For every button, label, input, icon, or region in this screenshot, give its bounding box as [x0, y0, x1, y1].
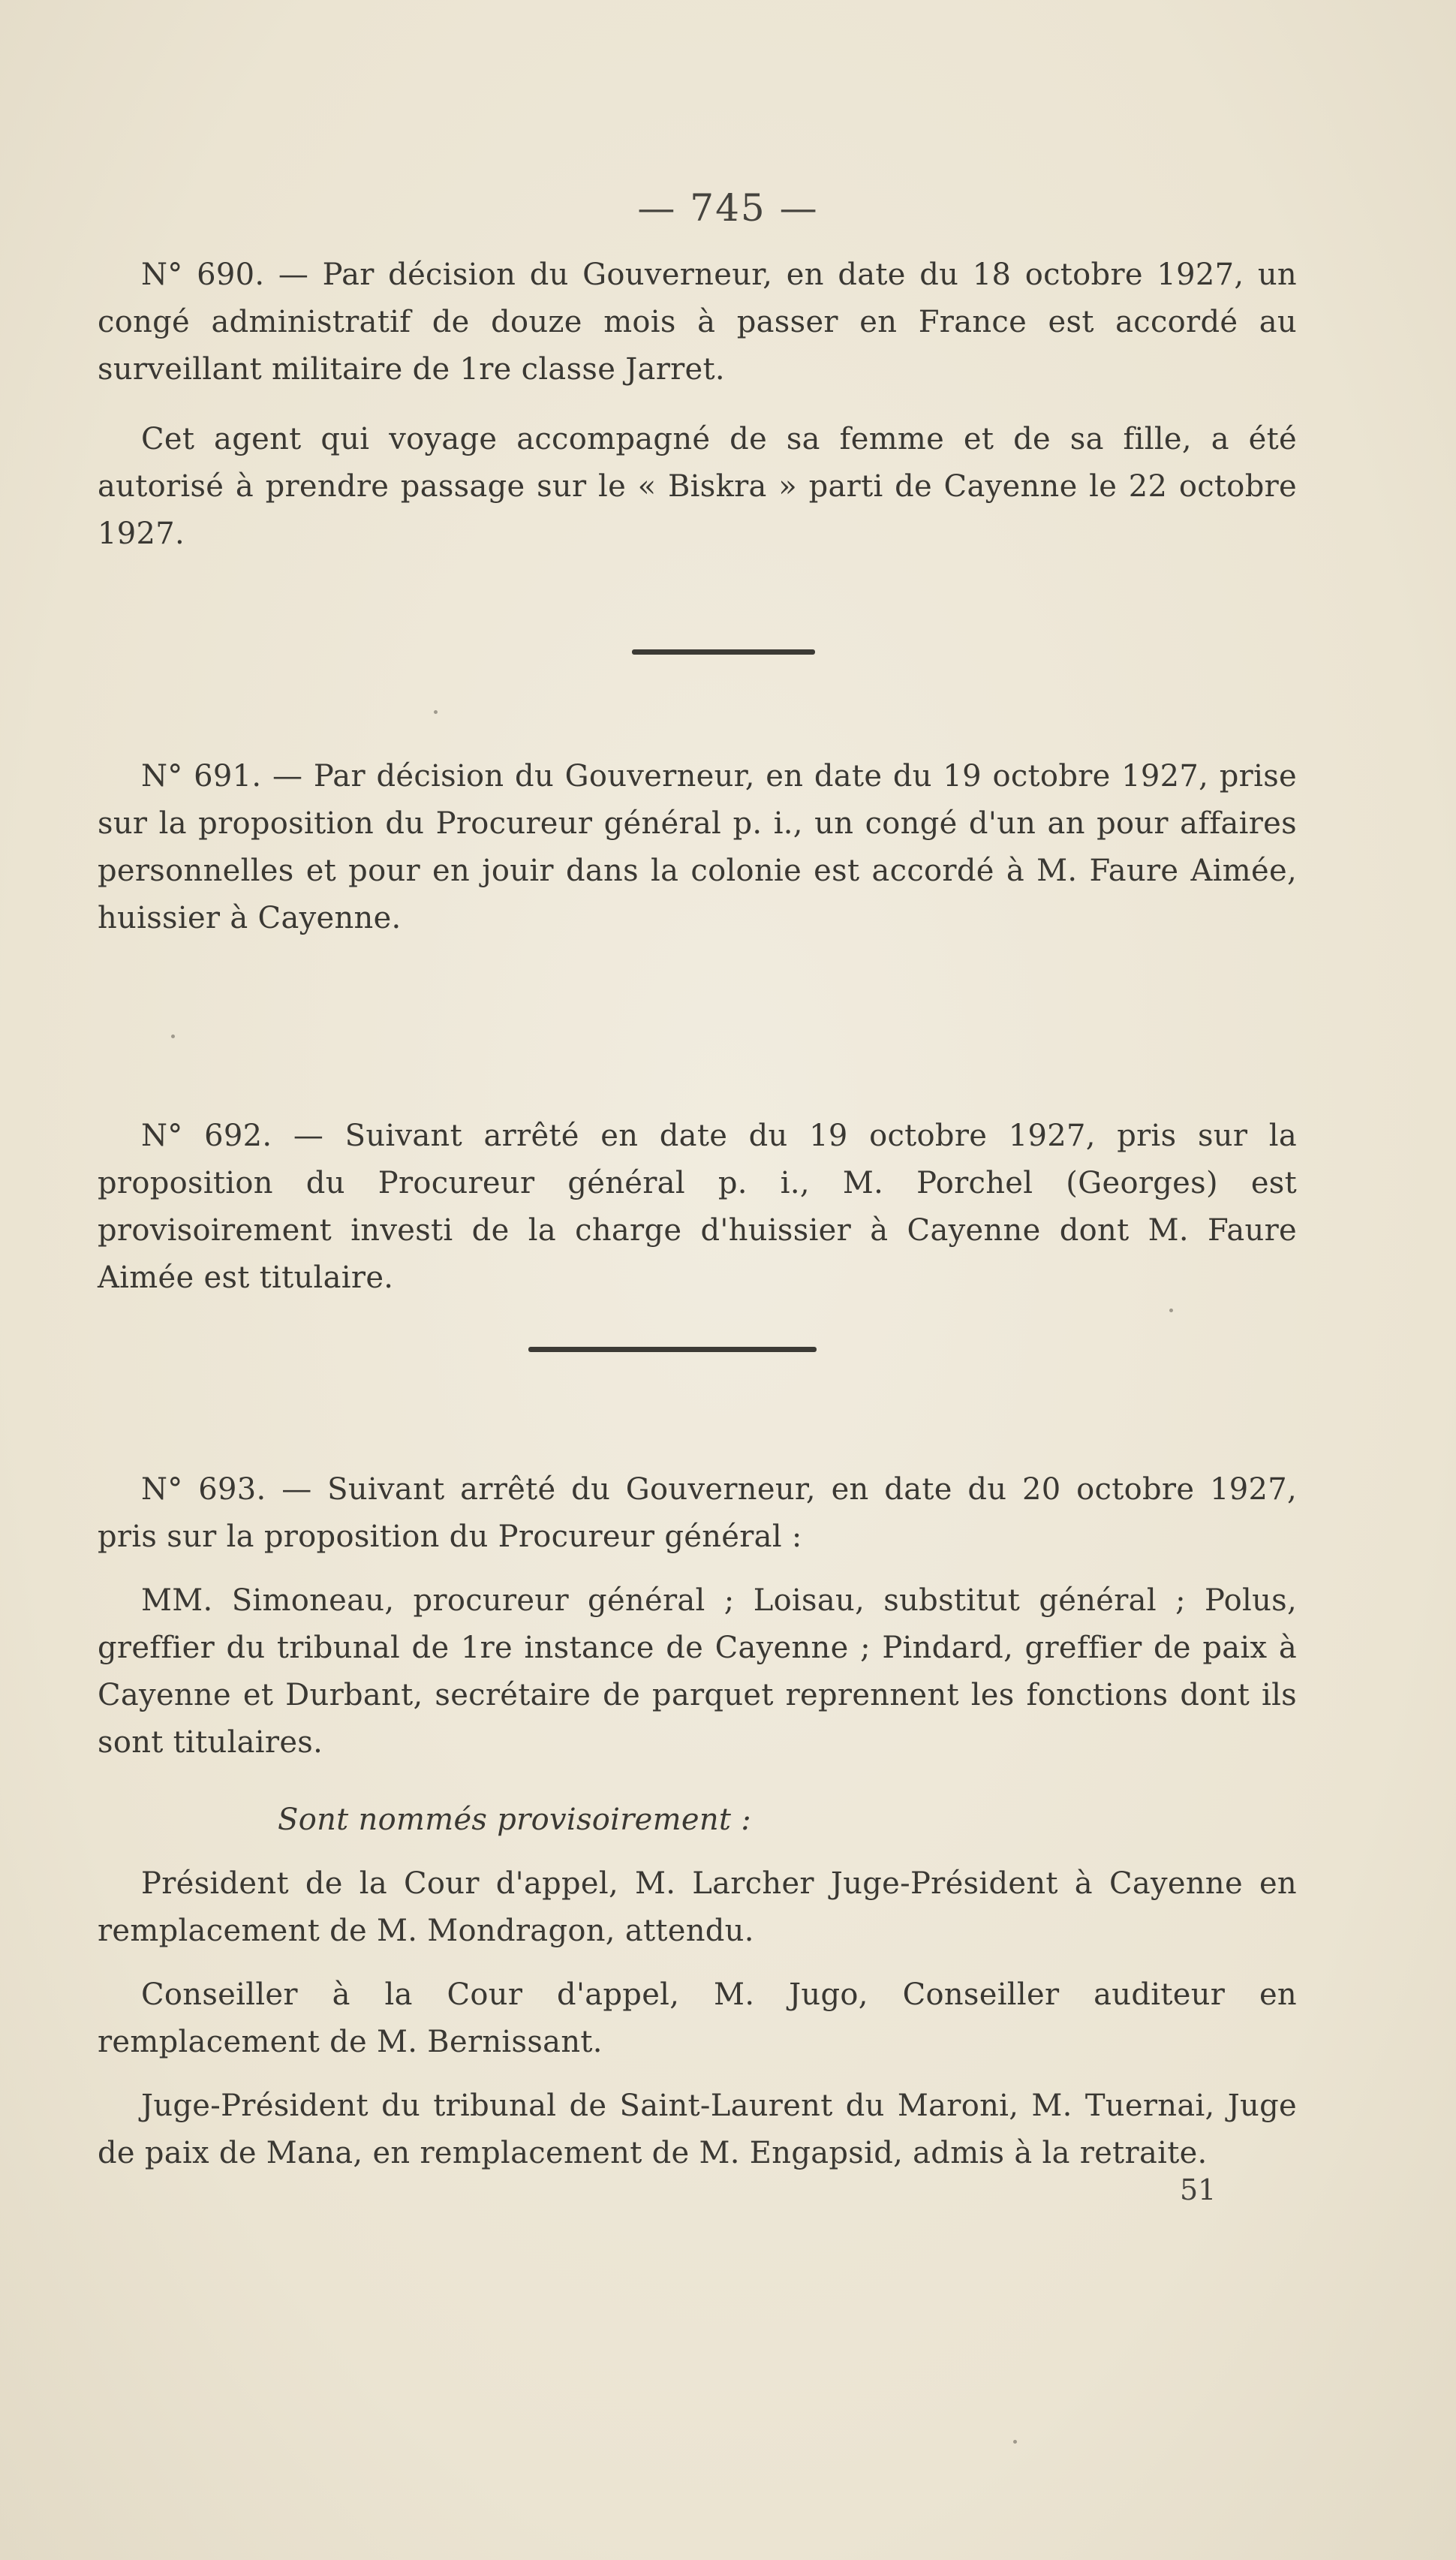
- section-divider: [528, 1347, 817, 1352]
- section-691: [98, 753, 1297, 942]
- print-speck: [434, 710, 438, 714]
- section-690: [98, 251, 1297, 558]
- paragraph: Conseiller à la Cour d'appel, M. Jugo, Conseiller auditeur en remplacement de M. Bernissant.: [98, 1977, 1297, 2059]
- folio-number: 51: [1180, 2173, 1217, 2206]
- sub-heading: Sont nommés provisoirement :: [278, 1803, 752, 1837]
- paragraph: Cet agent qui voyage accompagné de sa femme et de sa fille, a été autorisé à prendre passage sur le « Biskra » parti de Cayenne le 22 octobre 1927.: [98, 422, 1297, 551]
- section-693: [98, 1466, 1297, 2177]
- section-divider: [632, 649, 815, 655]
- paragraph: MM. Simoneau, procureur général ; Loisau, substitut général ; Polus, greffier du tribunal de 1re instance de Cayenne ; Pindard, greffier de paix à Cayenne et Durbant, secrétaire de parquet reprennent les fonctions dont ils sont titulaires.: [98, 1583, 1297, 1760]
- paragraph: Président de la Cour d'appel, M. Larcher Juge-Président à Cayenne en remplacement de M. Mondragon, attendu.: [98, 1866, 1297, 1948]
- print-speck: [1013, 2440, 1017, 2444]
- page-number: — 745 —: [637, 186, 819, 230]
- paragraph: Juge-Président du tribunal de Saint-Laurent du Maroni, M. Tuernai, Juge de paix de Mana, en remplacement de M. Engapsid, admis à la retraite.: [98, 2089, 1297, 2170]
- print-speck: [171, 1035, 175, 1038]
- print-speck: [1169, 1309, 1173, 1312]
- section-692: [98, 1113, 1297, 1302]
- paragraph: N° 690. — Par décision du Gouverneur, en date du 18 octobre 1927, un congé administratif de douze mois à passer en France est accordé au surveillant militaire de 1re classe Jarret.: [98, 258, 1297, 387]
- paragraph: N° 692. — Suivant arrêté en date du 19 octobre 1927, pris sur la proposition du Procureur général p. i., M. Porchel (Georges) est provisoirement investi de la charge d'huissier à Cayenne dont M. Faure Aimée est titulaire.: [98, 1119, 1297, 1295]
- paragraph: N° 693. — Suivant arrêté du Gouverneur, en date du 20 octobre 1927, pris sur la proposition du Procureur général :: [98, 1472, 1297, 1554]
- paragraph: N° 691. — Par décision du Gouverneur, en date du 19 octobre 1927, prise sur la proposition du Procureur général p. i., un congé d'un an pour affaires personnelles et pour en jouir dans la colonie est accordé à M. Faure Aimée, huissier à Cayenne.: [98, 759, 1297, 935]
